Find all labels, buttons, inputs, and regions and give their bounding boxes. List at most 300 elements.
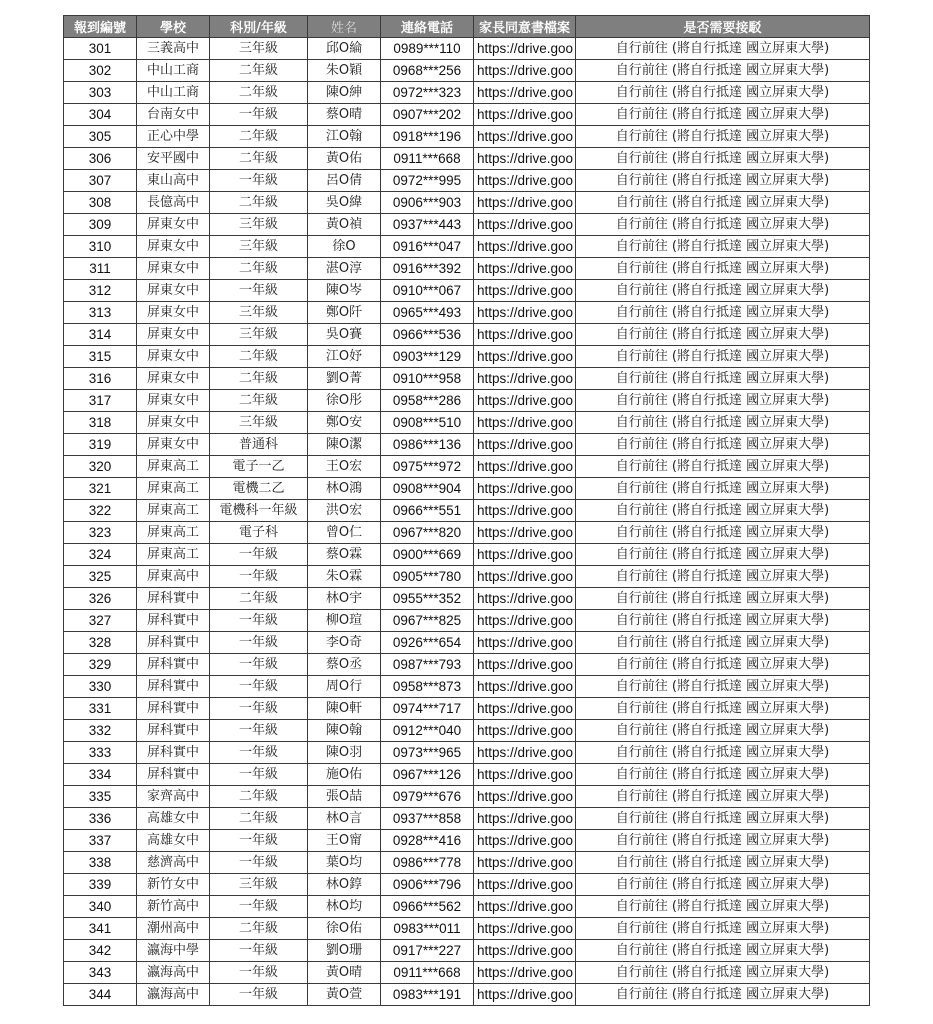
cell-school: 潮州高中 [137, 918, 210, 940]
cell-grade: 二年級 [210, 148, 308, 170]
registration-table [63, 15, 870, 1006]
cell-consent-link[interactable]: https://drive.goo [474, 478, 576, 500]
cell-id: 312 [64, 280, 137, 302]
cell-name: 陳O軒 [308, 698, 381, 720]
cell-phone: 0979***676 [381, 786, 474, 808]
cell-school: 屏科實中 [137, 698, 210, 720]
header-school: 學校 [137, 16, 210, 38]
cell-pickup: 自行前往 (將自行抵達 國立屏東大學) [576, 500, 870, 522]
header-id: 報到編號 [64, 16, 137, 38]
cell-pickup: 自行前往 (將自行抵達 國立屏東大學) [576, 390, 870, 412]
cell-phone: 0968***256 [381, 60, 474, 82]
cell-id: 331 [64, 698, 137, 720]
cell-consent-link[interactable]: https://drive.goo [474, 258, 576, 280]
cell-id: 318 [64, 412, 137, 434]
cell-grade: 二年級 [210, 258, 308, 280]
cell-school: 安平國中 [137, 148, 210, 170]
cell-phone: 0958***873 [381, 676, 474, 698]
cell-school: 屏東女中 [137, 324, 210, 346]
table-row [64, 192, 870, 214]
cell-name: 徐O [308, 236, 381, 258]
cell-name: 周O行 [308, 676, 381, 698]
cell-consent-link[interactable]: https://drive.goo [474, 984, 576, 1006]
cell-consent-link[interactable]: https://drive.goo [474, 874, 576, 896]
cell-consent-link[interactable]: https://drive.goo [474, 368, 576, 390]
cell-school: 新竹女中 [137, 874, 210, 896]
cell-id: 315 [64, 346, 137, 368]
cell-school: 屏東女中 [137, 214, 210, 236]
header-consent: 家長同意書檔案 [474, 16, 576, 38]
cell-consent-link[interactable]: https://drive.goo [474, 324, 576, 346]
table-row [64, 874, 870, 896]
cell-consent-link[interactable]: https://drive.goo [474, 192, 576, 214]
cell-name: 葉O均 [308, 852, 381, 874]
cell-school: 屏東高工 [137, 522, 210, 544]
cell-grade: 一年級 [210, 720, 308, 742]
cell-id: 330 [64, 676, 137, 698]
table-row [64, 390, 870, 412]
cell-grade: 電機二乙 [210, 478, 308, 500]
cell-name: 江O妤 [308, 346, 381, 368]
cell-school: 屏東女中 [137, 236, 210, 258]
cell-name: 黃O佑 [308, 148, 381, 170]
cell-grade: 一年級 [210, 830, 308, 852]
cell-phone: 0986***778 [381, 852, 474, 874]
cell-phone: 0966***536 [381, 324, 474, 346]
cell-phone: 0965***493 [381, 302, 474, 324]
cell-id: 317 [64, 390, 137, 412]
cell-pickup: 自行前往 (將自行抵達 國立屏東大學) [576, 808, 870, 830]
cell-grade: 二年級 [210, 126, 308, 148]
table-row [64, 720, 870, 742]
cell-grade: 三年級 [210, 236, 308, 258]
cell-school: 屏東女中 [137, 258, 210, 280]
cell-consent-link[interactable]: https://drive.goo [474, 346, 576, 368]
cell-grade: 一年級 [210, 676, 308, 698]
cell-school: 屏科實中 [137, 742, 210, 764]
cell-name: 黃O晴 [308, 962, 381, 984]
cell-school: 慈濟高中 [137, 852, 210, 874]
cell-id: 344 [64, 984, 137, 1006]
cell-consent-link[interactable]: https://drive.goo [474, 940, 576, 962]
cell-school: 家齊高中 [137, 786, 210, 808]
cell-consent-link[interactable]: https://drive.goo [474, 170, 576, 192]
table-row [64, 412, 870, 434]
cell-pickup: 自行前往 (將自行抵達 國立屏東大學) [576, 368, 870, 390]
cell-pickup: 自行前往 (將自行抵達 國立屏東大學) [576, 566, 870, 588]
header-name: 姓名 [308, 16, 381, 38]
cell-pickup: 自行前往 (將自行抵達 國立屏東大學) [576, 478, 870, 500]
cell-name: 蔡O霖 [308, 544, 381, 566]
cell-name: 劉O珊 [308, 940, 381, 962]
table-row [64, 632, 870, 654]
cell-phone: 0983***011 [381, 918, 474, 940]
table-row [64, 104, 870, 126]
cell-school: 新竹高中 [137, 896, 210, 918]
cell-consent-link[interactable]: https://drive.goo [474, 896, 576, 918]
cell-school: 屏東高工 [137, 544, 210, 566]
cell-consent-link[interactable]: https://drive.goo [474, 412, 576, 434]
cell-consent-link[interactable]: https://drive.goo [474, 698, 576, 720]
cell-school: 屏科實中 [137, 610, 210, 632]
cell-consent-link[interactable]: https://drive.goo [474, 214, 576, 236]
cell-consent-link[interactable]: https://drive.goo [474, 786, 576, 808]
cell-grade: 三年級 [210, 874, 308, 896]
table-row [64, 324, 870, 346]
cell-id: 313 [64, 302, 137, 324]
cell-id: 333 [64, 742, 137, 764]
cell-name: 邱O綸 [308, 38, 381, 60]
cell-pickup: 自行前往 (將自行抵達 國立屏東大學) [576, 192, 870, 214]
cell-id: 340 [64, 896, 137, 918]
cell-name: 柳O瑄 [308, 610, 381, 632]
cell-name: 鄭O安 [308, 412, 381, 434]
cell-name: 陳O翰 [308, 720, 381, 742]
cell-id: 322 [64, 500, 137, 522]
table-row [64, 588, 870, 610]
cell-school: 屏東女中 [137, 412, 210, 434]
cell-consent-link[interactable]: https://drive.goo [474, 544, 576, 566]
cell-grade: 一年級 [210, 940, 308, 962]
cell-id: 316 [64, 368, 137, 390]
cell-consent-link[interactable]: https://drive.goo [474, 918, 576, 940]
cell-phone: 0917***227 [381, 940, 474, 962]
cell-school: 屏東女中 [137, 280, 210, 302]
cell-name: 林O宇 [308, 588, 381, 610]
table-row [64, 82, 870, 104]
cell-grade: 一年級 [210, 544, 308, 566]
cell-grade: 二年級 [210, 588, 308, 610]
cell-name: 吳O緯 [308, 192, 381, 214]
cell-consent-link[interactable]: https://drive.goo [474, 610, 576, 632]
cell-grade: 一年級 [210, 896, 308, 918]
cell-id: 305 [64, 126, 137, 148]
cell-consent-link[interactable]: https://drive.goo [474, 830, 576, 852]
cell-consent-link[interactable]: https://drive.goo [474, 236, 576, 258]
cell-phone: 0983***191 [381, 984, 474, 1006]
table-row [64, 896, 870, 918]
cell-id: 327 [64, 610, 137, 632]
table-row [64, 456, 870, 478]
cell-id: 339 [64, 874, 137, 896]
cell-pickup: 自行前往 (將自行抵達 國立屏東大學) [576, 60, 870, 82]
cell-school: 中山工商 [137, 60, 210, 82]
cell-phone: 0907***202 [381, 104, 474, 126]
cell-phone: 0967***820 [381, 522, 474, 544]
cell-id: 337 [64, 830, 137, 852]
cell-name: 朱O穎 [308, 60, 381, 82]
cell-phone: 0974***717 [381, 698, 474, 720]
cell-grade: 一年級 [210, 962, 308, 984]
cell-grade: 電子一乙 [210, 456, 308, 478]
cell-phone: 0955***352 [381, 588, 474, 610]
table-row [64, 940, 870, 962]
cell-phone: 0973***965 [381, 742, 474, 764]
cell-school: 長億高中 [137, 192, 210, 214]
cell-name: 江O翰 [308, 126, 381, 148]
cell-consent-link[interactable]: https://drive.goo [474, 654, 576, 676]
cell-phone: 0906***796 [381, 874, 474, 896]
cell-pickup: 自行前往 (將自行抵達 國立屏東大學) [576, 588, 870, 610]
cell-grade: 三年級 [210, 412, 308, 434]
cell-phone: 0918***196 [381, 126, 474, 148]
cell-grade: 一年級 [210, 610, 308, 632]
cell-pickup: 自行前往 (將自行抵達 國立屏東大學) [576, 324, 870, 346]
cell-grade: 三年級 [210, 302, 308, 324]
cell-grade: 一年級 [210, 170, 308, 192]
cell-grade: 三年級 [210, 214, 308, 236]
cell-consent-link[interactable]: https://drive.goo [474, 720, 576, 742]
cell-pickup: 自行前往 (將自行抵達 國立屏東大學) [576, 456, 870, 478]
cell-grade: 二年級 [210, 346, 308, 368]
cell-school: 屏科實中 [137, 632, 210, 654]
cell-id: 321 [64, 478, 137, 500]
cell-pickup: 自行前往 (將自行抵達 國立屏東大學) [576, 82, 870, 104]
header-grade: 科別/年級 [210, 16, 308, 38]
table-row [64, 478, 870, 500]
cell-name: 陳O羽 [308, 742, 381, 764]
table-row [64, 544, 870, 566]
table-row [64, 962, 870, 984]
cell-grade: 一年級 [210, 984, 308, 1006]
cell-school: 瀛海高中 [137, 962, 210, 984]
cell-name: 陳O岑 [308, 280, 381, 302]
cell-school: 屏東女中 [137, 390, 210, 412]
cell-phone: 0987***793 [381, 654, 474, 676]
cell-school: 屏東高工 [137, 478, 210, 500]
cell-pickup: 自行前往 (將自行抵達 國立屏東大學) [576, 918, 870, 940]
cell-id: 336 [64, 808, 137, 830]
cell-name: 呂O倩 [308, 170, 381, 192]
cell-name: 施O佑 [308, 764, 381, 786]
cell-phone: 0905***780 [381, 566, 474, 588]
header-row [64, 16, 870, 38]
cell-pickup: 自行前往 (將自行抵達 國立屏東大學) [576, 346, 870, 368]
cell-grade: 一年級 [210, 742, 308, 764]
cell-id: 328 [64, 632, 137, 654]
cell-consent-link[interactable]: https://drive.goo [474, 962, 576, 984]
cell-consent-link[interactable]: https://drive.goo [474, 126, 576, 148]
cell-grade: 二年級 [210, 808, 308, 830]
cell-pickup: 自行前往 (將自行抵達 國立屏東大學) [576, 676, 870, 698]
table-row [64, 346, 870, 368]
cell-phone: 0916***047 [381, 236, 474, 258]
cell-pickup: 自行前往 (將自行抵達 國立屏東大學) [576, 632, 870, 654]
cell-consent-link[interactable]: https://drive.goo [474, 808, 576, 830]
table-row [64, 984, 870, 1006]
table-row [64, 214, 870, 236]
table-row [64, 764, 870, 786]
cell-pickup: 自行前往 (將自行抵達 國立屏東大學) [576, 852, 870, 874]
cell-id: 320 [64, 456, 137, 478]
cell-id: 329 [64, 654, 137, 676]
cell-phone: 0900***669 [381, 544, 474, 566]
cell-school: 屏東高中 [137, 566, 210, 588]
cell-phone: 0989***110 [381, 38, 474, 60]
cell-phone: 0972***323 [381, 82, 474, 104]
table-row [64, 280, 870, 302]
cell-school: 高雄女中 [137, 808, 210, 830]
cell-phone: 0910***958 [381, 368, 474, 390]
cell-consent-link[interactable]: https://drive.goo [474, 302, 576, 324]
cell-id: 301 [64, 38, 137, 60]
cell-id: 334 [64, 764, 137, 786]
cell-name: 徐O彤 [308, 390, 381, 412]
cell-consent-link[interactable]: https://drive.goo [474, 566, 576, 588]
cell-pickup: 自行前往 (將自行抵達 國立屏東大學) [576, 962, 870, 984]
cell-phone: 0972***995 [381, 170, 474, 192]
cell-consent-link[interactable]: https://drive.goo [474, 434, 576, 456]
cell-pickup: 自行前往 (將自行抵達 國立屏東大學) [576, 764, 870, 786]
cell-id: 335 [64, 786, 137, 808]
table-row [64, 610, 870, 632]
cell-grade: 二年級 [210, 786, 308, 808]
cell-consent-link[interactable]: https://drive.goo [474, 522, 576, 544]
cell-consent-link[interactable]: https://drive.goo [474, 148, 576, 170]
header-phone: 連絡電話 [381, 16, 474, 38]
cell-consent-link[interactable]: https://drive.goo [474, 500, 576, 522]
cell-school: 屏科實中 [137, 720, 210, 742]
cell-id: 314 [64, 324, 137, 346]
cell-consent-link[interactable]: https://drive.goo [474, 280, 576, 302]
cell-name: 張O喆 [308, 786, 381, 808]
cell-pickup: 自行前往 (將自行抵達 國立屏東大學) [576, 280, 870, 302]
cell-grade: 電機科一年級 [210, 500, 308, 522]
cell-name: 林O言 [308, 808, 381, 830]
cell-phone: 0937***443 [381, 214, 474, 236]
cell-consent-link[interactable]: https://drive.goo [474, 852, 576, 874]
cell-grade: 一年級 [210, 632, 308, 654]
cell-consent-link[interactable]: https://drive.goo [474, 38, 576, 60]
cell-grade: 二年級 [210, 192, 308, 214]
cell-grade: 二年級 [210, 82, 308, 104]
cell-name: 鄭O阡 [308, 302, 381, 324]
cell-id: 307 [64, 170, 137, 192]
table-row [64, 654, 870, 676]
cell-name: 曾O仁 [308, 522, 381, 544]
cell-pickup: 自行前往 (將自行抵達 國立屏東大學) [576, 170, 870, 192]
cell-id: 319 [64, 434, 137, 456]
cell-id: 342 [64, 940, 137, 962]
cell-pickup: 自行前往 (將自行抵達 國立屏東大學) [576, 148, 870, 170]
table-row [64, 830, 870, 852]
cell-name: 洪O宏 [308, 500, 381, 522]
cell-consent-link[interactable]: https://drive.goo [474, 60, 576, 82]
cell-id: 341 [64, 918, 137, 940]
cell-phone: 0910***067 [381, 280, 474, 302]
cell-school: 瀛海高中 [137, 984, 210, 1006]
cell-pickup: 自行前往 (將自行抵達 國立屏東大學) [576, 984, 870, 1006]
cell-school: 三義高中 [137, 38, 210, 60]
cell-phone: 0916***392 [381, 258, 474, 280]
cell-pickup: 自行前往 (將自行抵達 國立屏東大學) [576, 434, 870, 456]
cell-pickup: 自行前往 (將自行抵達 國立屏東大學) [576, 126, 870, 148]
header-pickup: 是否需要接駁 [576, 16, 870, 38]
cell-consent-link[interactable]: https://drive.goo [474, 742, 576, 764]
cell-consent-link[interactable]: https://drive.goo [474, 104, 576, 126]
cell-grade: 一年級 [210, 654, 308, 676]
cell-phone: 0908***904 [381, 478, 474, 500]
table-row [64, 126, 870, 148]
cell-consent-link[interactable]: https://drive.goo [474, 676, 576, 698]
cell-name: 蔡O晴 [308, 104, 381, 126]
cell-pickup: 自行前往 (將自行抵達 國立屏東大學) [576, 940, 870, 962]
table-row [64, 742, 870, 764]
cell-phone: 0928***416 [381, 830, 474, 852]
cell-name: 林O錞 [308, 874, 381, 896]
cell-consent-link[interactable]: https://drive.goo [474, 588, 576, 610]
cell-grade: 二年級 [210, 390, 308, 412]
cell-pickup: 自行前往 (將自行抵達 國立屏東大學) [576, 786, 870, 808]
cell-grade: 二年級 [210, 368, 308, 390]
cell-grade: 一年級 [210, 698, 308, 720]
cell-grade: 電子科 [210, 522, 308, 544]
cell-id: 309 [64, 214, 137, 236]
cell-school: 屏東高工 [137, 500, 210, 522]
cell-phone: 0958***286 [381, 390, 474, 412]
cell-name: 吳O賽 [308, 324, 381, 346]
cell-school: 東山高中 [137, 170, 210, 192]
cell-phone: 0912***040 [381, 720, 474, 742]
table-row [64, 434, 870, 456]
cell-pickup: 自行前往 (將自行抵達 國立屏東大學) [576, 522, 870, 544]
cell-phone: 0986***136 [381, 434, 474, 456]
table-row [64, 60, 870, 82]
cell-pickup: 自行前往 (將自行抵達 國立屏東大學) [576, 610, 870, 632]
cell-consent-link[interactable]: https://drive.goo [474, 82, 576, 104]
cell-school: 屏科實中 [137, 654, 210, 676]
cell-id: 308 [64, 192, 137, 214]
cell-school: 瀛海中學 [137, 940, 210, 962]
cell-school: 屏東女中 [137, 302, 210, 324]
cell-name: 徐O佑 [308, 918, 381, 940]
cell-school: 高雄女中 [137, 830, 210, 852]
cell-pickup: 自行前往 (將自行抵達 國立屏東大學) [576, 38, 870, 60]
cell-pickup: 自行前往 (將自行抵達 國立屏東大學) [576, 214, 870, 236]
table-row [64, 258, 870, 280]
cell-grade: 三年級 [210, 38, 308, 60]
cell-pickup: 自行前往 (將自行抵達 國立屏東大學) [576, 830, 870, 852]
cell-pickup: 自行前往 (將自行抵達 國立屏東大學) [576, 544, 870, 566]
table-row [64, 170, 870, 192]
cell-phone: 0906***903 [381, 192, 474, 214]
cell-grade: 一年級 [210, 852, 308, 874]
cell-grade: 普通科 [210, 434, 308, 456]
cell-phone: 0908***510 [381, 412, 474, 434]
cell-consent-link[interactable]: https://drive.goo [474, 632, 576, 654]
cell-pickup: 自行前往 (將自行抵達 國立屏東大學) [576, 720, 870, 742]
cell-name: 王O宏 [308, 456, 381, 478]
cell-phone: 0975***972 [381, 456, 474, 478]
cell-consent-link[interactable]: https://drive.goo [474, 764, 576, 786]
cell-name: 陳O潔 [308, 434, 381, 456]
table-row [64, 786, 870, 808]
cell-id: 310 [64, 236, 137, 258]
cell-id: 304 [64, 104, 137, 126]
cell-grade: 一年級 [210, 104, 308, 126]
cell-name: 王O甯 [308, 830, 381, 852]
table-row [64, 500, 870, 522]
cell-school: 中山工商 [137, 82, 210, 104]
cell-consent-link[interactable]: https://drive.goo [474, 390, 576, 412]
cell-consent-link[interactable]: https://drive.goo [474, 456, 576, 478]
cell-school: 屏科實中 [137, 764, 210, 786]
cell-pickup: 自行前往 (將自行抵達 國立屏東大學) [576, 698, 870, 720]
cell-name: 黃O萱 [308, 984, 381, 1006]
table-row [64, 368, 870, 390]
cell-school: 正心中學 [137, 126, 210, 148]
cell-phone: 0966***562 [381, 896, 474, 918]
